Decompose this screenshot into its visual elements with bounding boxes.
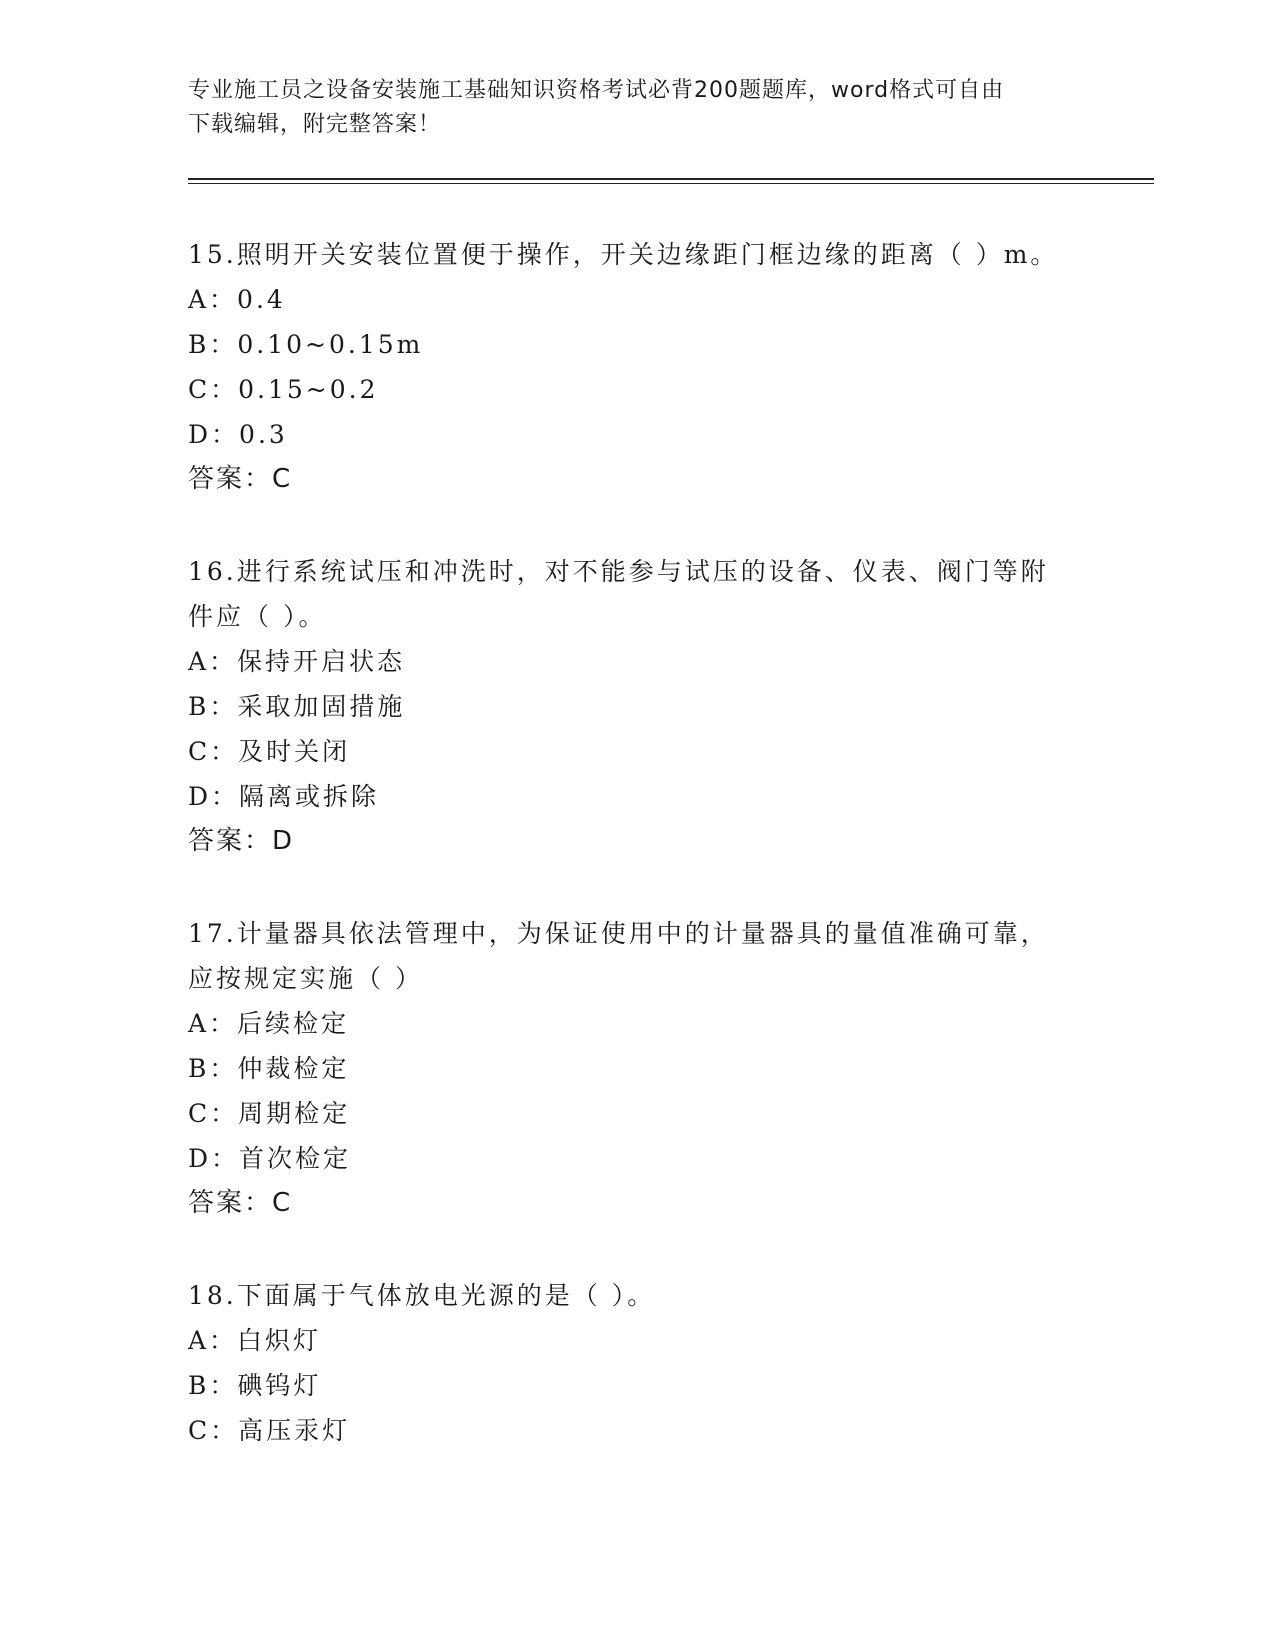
option-a: A：保持开启状态 — [188, 647, 406, 676]
option-b: B：0.10~0.15m — [188, 330, 424, 359]
header-divider — [188, 178, 1154, 184]
header-line-1: 专业施工员之设备安装施工基础知识资格考试必背200题题库，word格式可自由 — [188, 78, 1005, 103]
option-c: C：0.15~0.2 — [188, 375, 379, 404]
option-c: C：高压汞灯 — [188, 1416, 351, 1445]
question-stem: 15.照明开关安装位置便于操作，开关边缘距门框边缘的距离（ ）m。 — [188, 240, 1059, 269]
option-c: C：及时关闭 — [188, 737, 351, 766]
option-b: B：采取加固措施 — [188, 692, 406, 721]
question-stem: 16.进行系统试压和冲洗时，对不能参与试压的设备、仪表、阀门等附 — [188, 557, 1049, 586]
option-b: B：仲裁检定 — [188, 1054, 350, 1083]
header-line-2: 下载编辑，附完整答案！ — [188, 112, 442, 137]
question-17 — [188, 911, 1088, 1226]
question-stem: 17.计量器具依法管理中，为保证使用中的计量器具的量值准确可靠， — [188, 919, 1049, 948]
option-d: D：隔离或拆除 — [188, 782, 380, 811]
document-header — [188, 74, 1068, 142]
question-stem: 18.下面属于气体放电光源的是（ ）。 — [188, 1281, 656, 1310]
option-d: D：首次检定 — [188, 1144, 352, 1173]
question-16 — [188, 549, 1088, 864]
answer: 答案：C — [188, 1188, 293, 1218]
option-a: A：白炽灯 — [188, 1326, 322, 1355]
option-a: A：后续检定 — [188, 1009, 350, 1038]
option-a: A：0.4 — [188, 285, 286, 314]
answer: 答案：C — [188, 464, 293, 494]
question-18 — [188, 1273, 1088, 1453]
question-stem-continued: 件应（ ）。 — [188, 602, 327, 631]
question-15 — [188, 232, 1088, 502]
answer: 答案：D — [188, 826, 295, 856]
option-d: D：0.3 — [188, 420, 288, 449]
option-b: B：碘钨灯 — [188, 1371, 322, 1400]
option-c: C：周期检定 — [188, 1099, 351, 1128]
question-stem-continued: 应按规定实施（ ） — [188, 964, 423, 993]
